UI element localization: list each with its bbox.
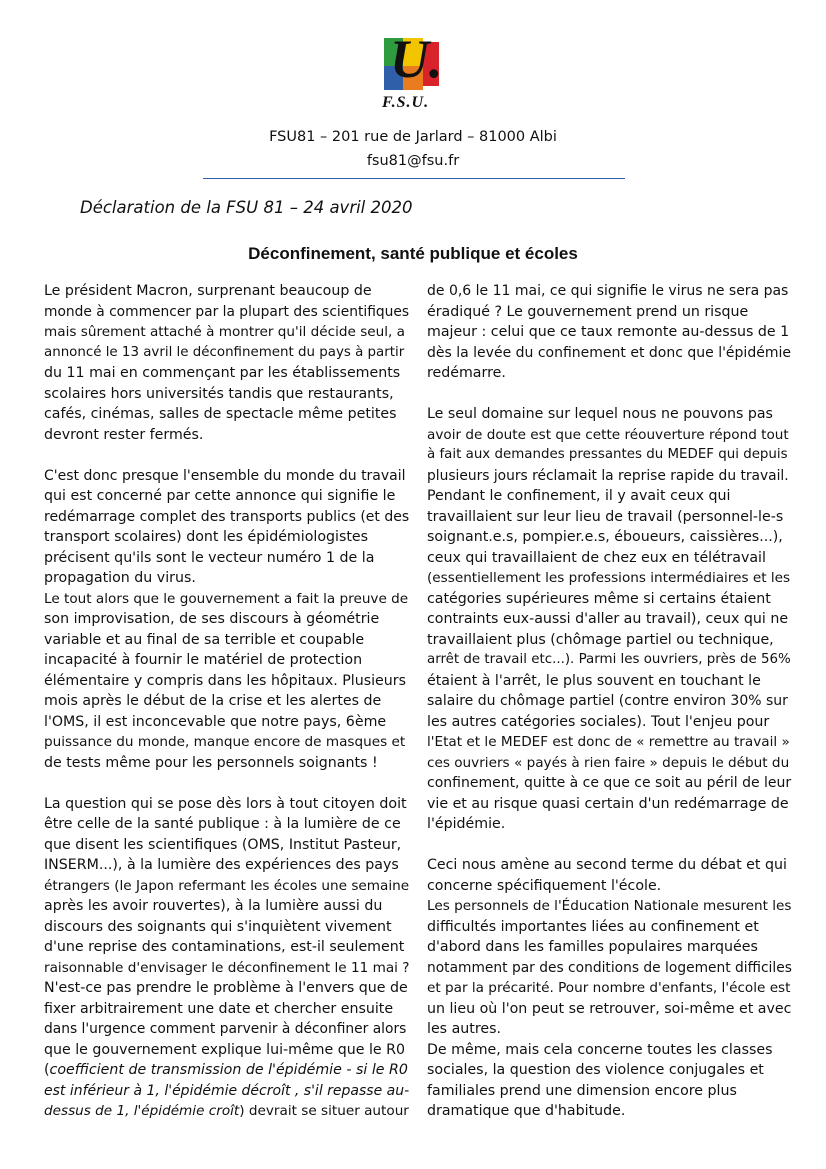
text-line: les autres. [427, 1021, 501, 1037]
text-line: travaillaient plus (chômage partiel ou technique, [427, 631, 774, 648]
text-line: les autres catégories sociales). Tout l'enjeu pour [427, 713, 770, 730]
text-fragment: ( [44, 1062, 50, 1078]
text-line: N'est-ce pas prendre le problème à l'envers que de [44, 980, 408, 996]
paragraph [427, 855, 792, 1122]
text-line: travaillaient sur leur lieu de travail (personnel-le-s [427, 508, 784, 525]
text-line: INSERM...), à la lumière des expériences des pays [44, 857, 399, 873]
text-line: Ceci nous amène au second terme du débat et qui [427, 857, 787, 873]
fsu-logo [382, 29, 443, 112]
text-line: cafés, cinémas, salles de spectacle même petites [44, 406, 397, 422]
left-column [44, 281, 409, 1142]
text-line: redémarre. [427, 365, 506, 381]
text-line: De même, mais cela concerne toutes les classes [427, 1041, 773, 1058]
text-line: fixer arbitrairement une date et chercher ensuite [44, 1000, 394, 1017]
right-column [427, 281, 792, 1142]
text-line: précisent qu'ils sont le vecteur numéro 1 de la [44, 549, 375, 566]
text-line: vie et au risque quasi certain d'un redémarrage de [427, 795, 789, 812]
text-line: l'Etat et le MEDEF est donc de « remettre au travail » [427, 734, 790, 750]
text-line: l'épidémie. [427, 816, 506, 832]
text-line: raisonnable d'envisager le déconfinement le 11 mai ? [44, 959, 410, 976]
text-line: de 0,6 le 11 mai, ce qui signifie le virus ne sera pas [427, 283, 789, 299]
text-line: soignant.e.s, pompier.e.s, éboueurs, caissières...), [427, 529, 783, 545]
text-line: dans l'urgence comment parvenir à déconfiner alors [44, 1021, 407, 1037]
text-line: étaient à l'arrêt, le plus souvent en touchant le [427, 672, 761, 689]
text-line: salaire du chômage partiel (contre environ 30% sur [427, 693, 788, 709]
text-line: propagation du virus. [44, 570, 196, 586]
text-line: La question qui se pose dès lors à tout citoyen doit [44, 795, 407, 812]
text-line: catégories supérieures même si certains étaient [427, 590, 771, 607]
text-line: Le tout alors que le gouvernement a fait la preuve de [44, 590, 409, 607]
text-line: dès la levée du confinement et donc que l'épidémie [427, 344, 791, 361]
text-line: d'abord dans les familles populaires marquées [427, 939, 758, 955]
text-line: discours des soignants qui s'inquiètent vivement [44, 918, 392, 935]
text-line: son improvisation, de ses discours à géométrie [44, 611, 380, 627]
text-line: redémarrage complet des transports publics (et des [44, 508, 410, 525]
text-line: monde à commencer par la plupart des scientifiques [44, 303, 410, 320]
italic-fragment: est inférieur à 1, l'épidémie décroît , s'il repasse au- [44, 1082, 410, 1099]
declaration-line: Déclaration de la FSU 81 – 24 avril 2020 [80, 198, 413, 217]
email: fsu81@fsu.fr [366, 153, 460, 169]
text-line [44, 1081, 409, 1102]
text-line: éradiqué ? Le gouvernement prend un risque [427, 303, 749, 320]
paragraph [427, 281, 792, 384]
text-line: confinement, quitte à ce que ce soit au péril de leur [427, 775, 792, 791]
text-line: transport scolaires) dont les épidémiologistes [44, 529, 369, 545]
header-divider [203, 178, 625, 179]
text-line [44, 1101, 409, 1122]
text-line: qui est concerné par cette annonce qui signifie le [44, 488, 396, 504]
text-line: être celle de la santé publique : à la lumière de ce [44, 816, 401, 832]
text-line: après les avoir rouvertes), à la lumière aussi du [44, 898, 383, 914]
text-line: difficultés importantes liées au confinement et [427, 918, 759, 935]
text-line: Le président Macron, surprenant beaucoup de [44, 283, 372, 299]
text-line: étrangers (le Japon refermant les écoles une semaine [44, 877, 410, 894]
text-line: puissance du monde, manque encore de masques et [44, 734, 406, 750]
text-line: Le seul domaine sur lequel nous ne pouvons pas [427, 406, 773, 422]
text-line: avoir de doute est que cette réouverture répond tout [427, 426, 789, 443]
paragraph [44, 281, 409, 445]
text-line: annoncé le 13 avril le déconfinement du pays à partir [44, 344, 405, 360]
text-line: mois après le début de la crise et les alertes de [44, 693, 382, 709]
text-line: élémentaire y compris dans les hôpitaux. Plusieurs [44, 672, 407, 689]
text-line: mais sûrement attaché à montrer qu'il décide seul, a [44, 324, 406, 340]
text-line: majeur : celui que ce taux remonte au-dessus de 1 [427, 324, 790, 340]
paragraph [44, 794, 409, 1122]
text-line: Les personnels de l'Éducation Nationale mesurent les [427, 898, 792, 914]
text-line: un lieu où l'on peut se retrouver, soi-même et avec [427, 1000, 792, 1017]
text-line: que le gouvernement explique lui-même que le R0 [44, 1041, 406, 1058]
text-line: variable et au final de sa terrible et coupable [44, 631, 365, 648]
text-line: arrêt de travail etc...). Parmi les ouvriers, près de 56% [427, 652, 791, 667]
text-line: devront rester fermés. [44, 426, 204, 443]
text-line: et par la précarité. Pour nombre d'enfants, l'école est [427, 980, 791, 996]
text-line: familiales prend une dimension encore plus [427, 1082, 737, 1099]
text-fragment: ) devrait se situer autour [239, 1103, 409, 1119]
text-line: incapacité à fournir le matériel de protection [44, 652, 363, 668]
text-line: dramatique que d'habitude. [427, 1103, 626, 1119]
text-line: à fait aux demandes pressantes du MEDEF qui depuis [427, 447, 788, 462]
text-line: sociales, la question des violence conjugales et [427, 1062, 764, 1078]
text-line: (essentiellement les professions intermédiaires et les [427, 570, 791, 586]
text-line: du 11 mai en commençant par les établissements [44, 365, 401, 381]
text-line [44, 1060, 409, 1081]
text-line: concerne spécifiquement l'école. [427, 877, 662, 894]
address: FSU81 – 201 rue de Jarlard – 81000 Albi [269, 129, 557, 145]
page-title: Déconfinement, santé publique et écoles [248, 244, 578, 263]
text-line: ces ouvriers « payés à rien faire » depuis le début du [427, 754, 790, 771]
logo-letter: U. [390, 29, 443, 89]
text-line: C'est donc presque l'ensemble du monde du travail [44, 467, 406, 484]
text-line: de tests même pour les personnels soignants ! [44, 754, 378, 771]
italic-fragment: coefficient de transmission de l'épidémie - si le R0 [49, 1062, 408, 1078]
text-line: notamment par des conditions de logement difficiles [427, 959, 792, 976]
italic-fragment: dessus de 1, l'épidémie croît [44, 1103, 240, 1119]
text-line: contraints eux-aussi d'aller au travail), ceux qui ne [427, 611, 789, 627]
text-line: d'une reprise des contaminations, est-il seulement [44, 939, 405, 955]
paragraph [427, 404, 792, 835]
logo-caption: F.S.U. [382, 94, 430, 111]
text-line: scolaires hors universités tandis que restaurants, [44, 385, 394, 402]
paragraph [44, 466, 409, 774]
text-line: que disent les scientifiques (OMS, Institut Pasteur, [44, 836, 402, 853]
text-line: ceux qui travaillaient de chez eux en télétravail [427, 549, 766, 566]
text-line: plusieurs jours réclamait la reprise rapide du travail. [427, 467, 789, 484]
text-line: Pendant le confinement, il y avait ceux qui [427, 488, 731, 504]
text-line: l'OMS, il est inconcevable que notre pays, 6ème [44, 713, 387, 730]
